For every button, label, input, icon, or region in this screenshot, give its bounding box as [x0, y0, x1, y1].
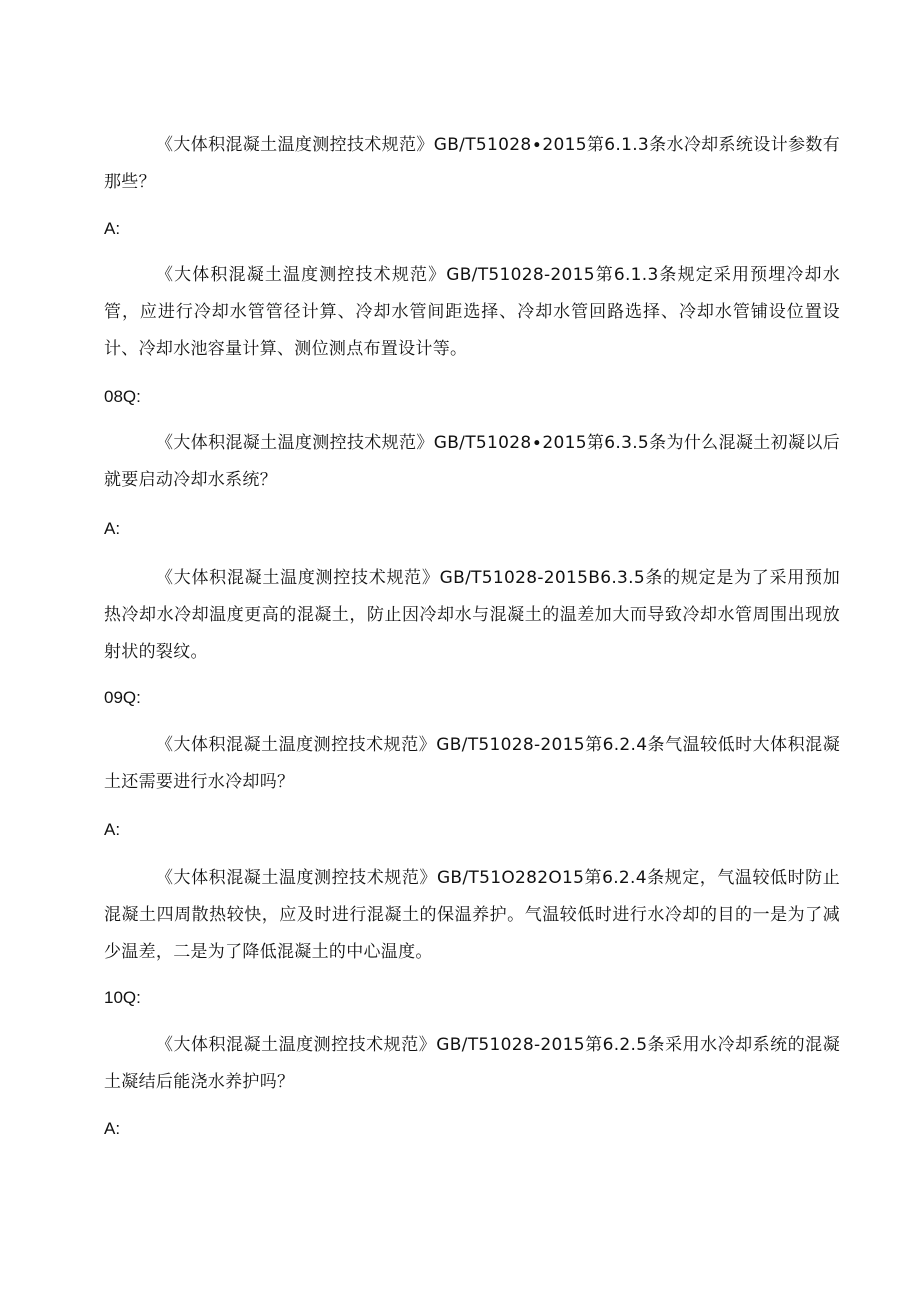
answer-label: A: — [104, 519, 121, 538]
answer-08-paragraph: 《大体积混凝土温度测控技术规范》GB/T51028-2015B6.3.5条的规定是为了采用预加热冷却水冷却温度更高的混凝土，防止因冷却水与混凝土的温差加大而导致冷却水管周围出现放射状的裂纹。 — [104, 568, 840, 662]
question-09-paragraph: 《大体积混凝土温度测控技术规范》GB/T51028-2015第6.2.4条气温较低时大体积混凝土还需要进行水冷却吗？ — [104, 735, 840, 792]
question-08-paragraph: 《大体积混凝土温度测控技术规范》GB∕T51028∙2015第6.3.5条为什么混凝土初凝以后就要启动冷却水系统？ — [104, 433, 840, 490]
answer-label: A: — [104, 820, 121, 839]
answer-09-paragraph: 《大体积混凝土温度测控技术规范》GB/T51O282O15第6.2.4条规定，气温较低时防止混凝土四周散热较快，应及时进行混凝土的保温养护。气温较低时进行水冷却的目的一是为了减少温差，二是为了降低混凝土的中心温度。 — [104, 868, 840, 962]
question-label-09: 09Q: — [104, 688, 141, 707]
question-10-paragraph: 《大体积混凝土温度测控技术规范》GB/T51028-2015第6.2.5条采用水冷却系统的混凝土凝结后能浇水养护吗？ — [104, 1035, 840, 1092]
question-label-10: 10Q: — [104, 988, 141, 1007]
answer-07-paragraph: 《大体积混凝土温度测控技术规范》GB/T51028-2015第6.1.3条规定采用预埋冷却水管，应进行冷却水管管径计算、冷却水管间距选择、冷却水管回路选择、冷却水管铺设位置设计、冷却水池容量计算、测位测点布置设计等。 — [104, 265, 840, 359]
question-label-08: 08Q: — [104, 387, 141, 406]
answer-label: A: — [104, 1119, 121, 1138]
question-07-paragraph: 《大体积混凝土温度测控技术规范》GB∕T51028∙2015第6.1.3条水冷却系统设计参数有那些？ — [104, 135, 840, 192]
answer-label: A: — [104, 219, 121, 238]
